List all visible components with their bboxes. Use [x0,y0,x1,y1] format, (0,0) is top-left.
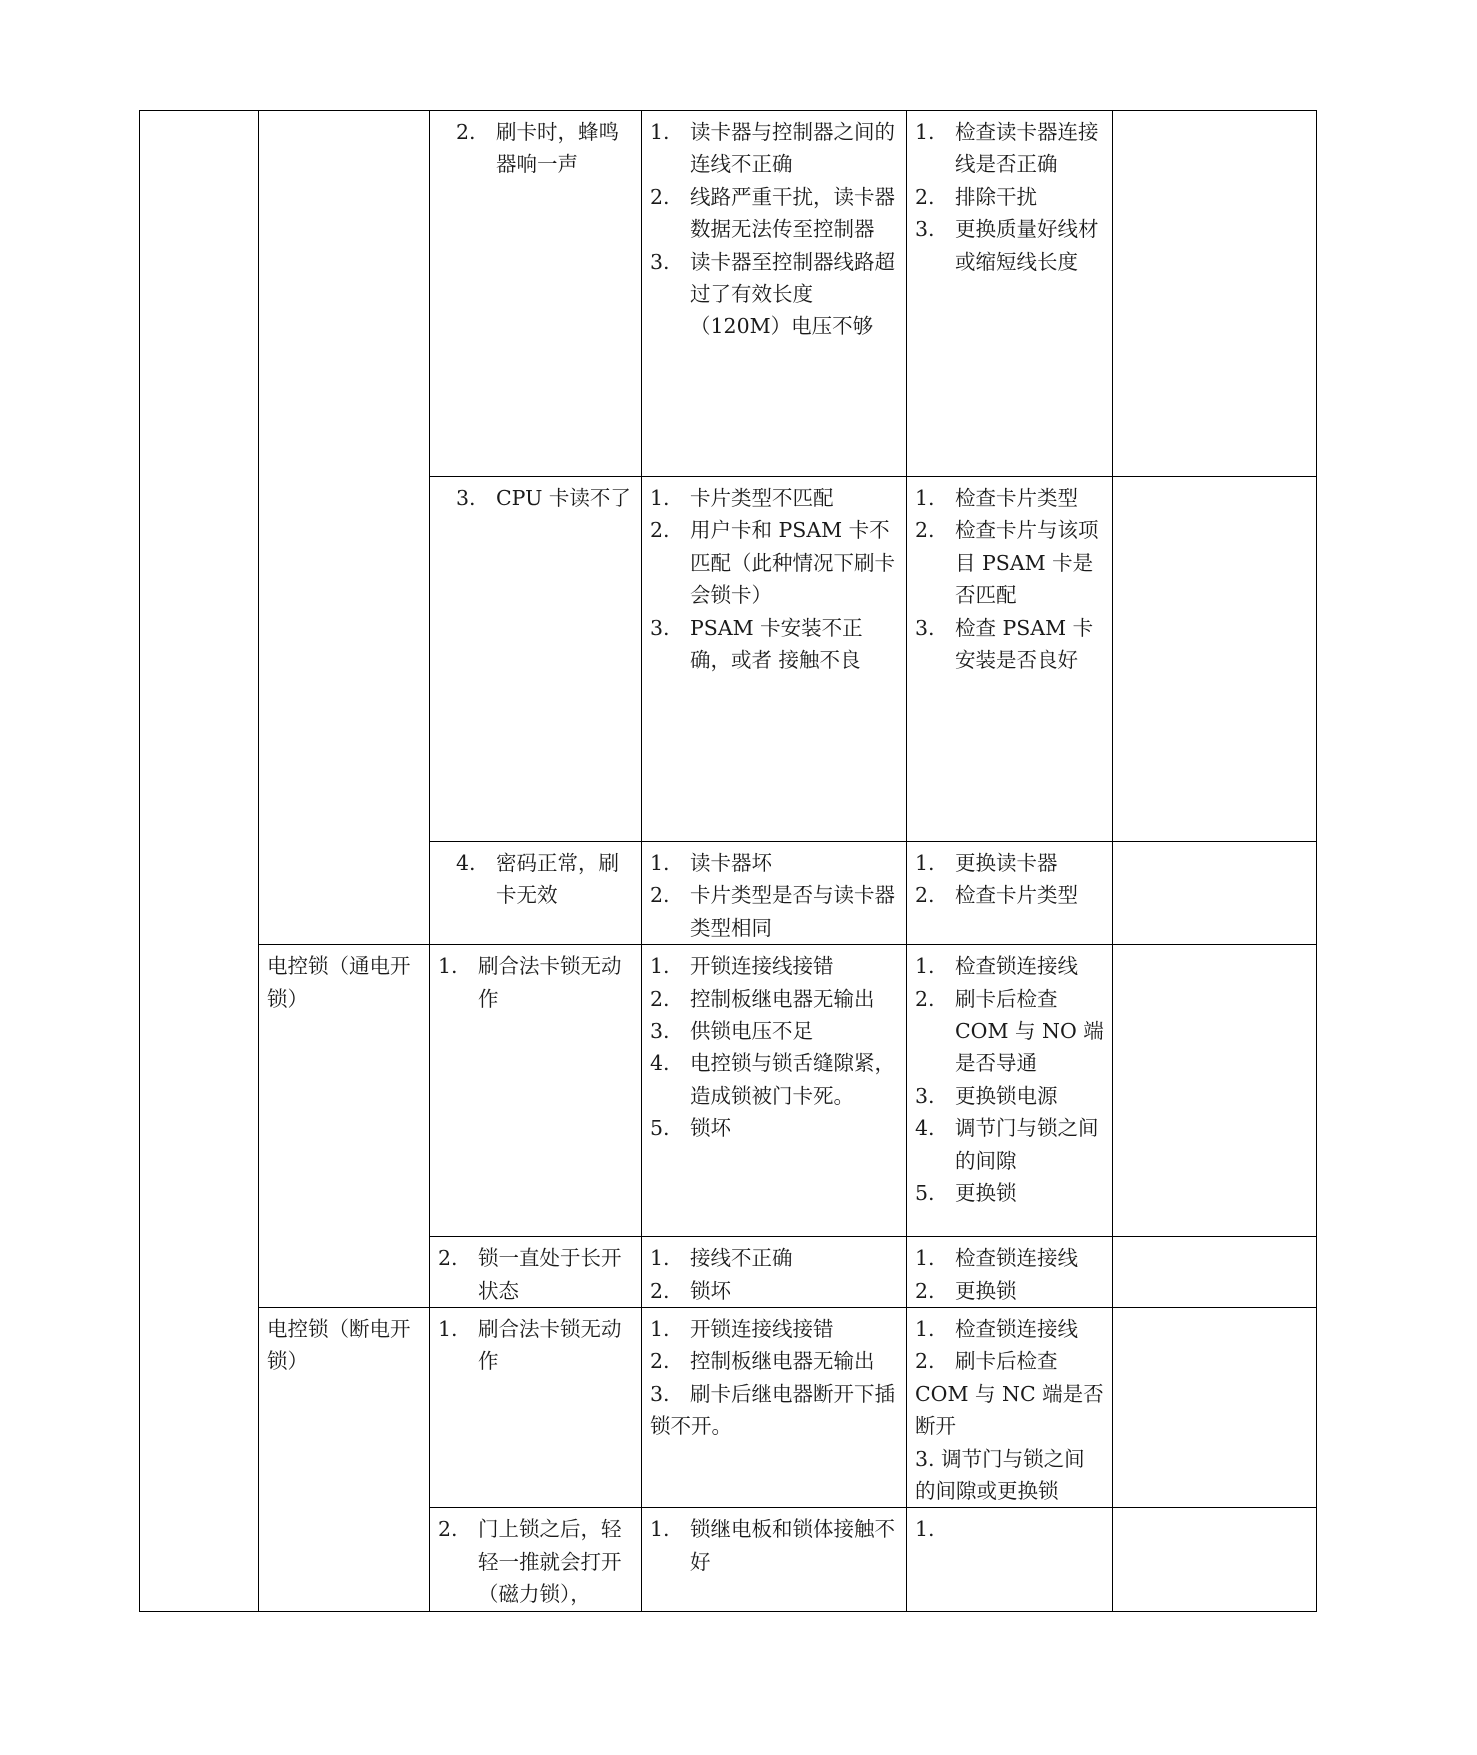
list-item: 1. 检查锁连接线 [915,1246,1078,1271]
fault-cell: 1. 刷合法卡锁无动作 [430,945,642,1237]
cause-cell [642,945,907,1237]
list-item: 1. [915,1517,935,1542]
list-item: 4. 调节门与锁之间的间隙 [915,1116,1099,1173]
category-cell: 电控锁（通电开锁） [259,945,430,1308]
remarks-cell [1113,842,1317,945]
cause-line: 1. 开锁连接线接错 [650,1317,834,1342]
cause-cell [642,842,907,945]
category-cell [259,111,430,945]
list-item: 2. 检查卡片类型 [915,883,1078,908]
solution-cell [907,1308,1113,1508]
solution-line: 3. 调节门与锁之间的间隙或更换锁 [915,1446,1085,1504]
list-item: 1. 开锁连接线接错 [650,954,834,979]
list-item: 3. 更换质量好线材或缩短线长度 [915,217,1099,274]
list-item: 2. 卡片类型是否与读卡器类型相同 [650,883,895,940]
troubleshooting-table [139,110,1317,1612]
list-item: 2. 排除干扰 [915,184,1037,209]
list-item: 2. 用户卡和 PSAM 卡不匹配（此种情况下刷卡会锁卡） [650,518,895,608]
remarks-cell [1113,1237,1317,1308]
list-item: 3. 检查 PSAM 卡安装是否良好 [915,615,1094,673]
list-item: 3. 供锁电压不足 [650,1019,813,1044]
solution-cell [907,477,1113,842]
list-item: 1. 检查读卡器连接线是否正确 [915,120,1099,177]
cause-cell [642,1508,907,1611]
solution-line: 1. 检查锁连接线 [915,1317,1079,1342]
list-item: 2. 刷卡后检查 COM 与 NO 端是否导通 [915,986,1104,1076]
solution-cell [907,1508,1113,1611]
remarks-cell [1113,945,1317,1237]
fault-cell: 2. 刷卡时，蜂鸣器响一声 [430,111,642,477]
table-row [140,111,1317,477]
list-item: 2. 线路严重干扰，读卡器数据无法传至控制器 [650,184,895,242]
category-cell: 电控锁（断电开锁） [259,1308,430,1612]
list-item: 3. 读卡器至控制器线路超过了有效长度（120M）电压不够 [650,249,895,339]
fault-cell: 4. 密码正常，刷卡无效 [430,842,642,945]
list-item: 1. 读卡器坏 [650,851,772,875]
fault-cell: 2. 锁一直处于长开状态 [430,1237,642,1308]
list-item: 2. 更换锁 [915,1278,1017,1303]
solution-cell [907,842,1113,945]
list-item: 2. 检查卡片与该项目 PSAM 卡是否匹配 [915,518,1099,608]
fault-cell: 1. 刷合法卡锁无动作 [430,1308,642,1508]
fault-cell: 2. 门上锁之后，轻轻一推就会打开（磁力锁）， [430,1508,642,1611]
remarks-cell [1113,1508,1317,1611]
list-item: 5. 更换锁 [915,1181,1017,1206]
list-item: 2. 锁坏 [650,1278,731,1303]
fault-cell: 3. CPU 卡读不了 [430,477,642,842]
list-item: 1. 更换读卡器 [915,851,1058,875]
solution-cell [907,1237,1113,1308]
list-item: 2. 控制板继电器无输出 [650,986,875,1011]
list-item: 5. 锁坏 [650,1116,731,1141]
cause-cell [642,477,907,842]
list-item: 1. 锁继电板和锁体接触不好 [650,1517,895,1574]
list-item: 1. 接线不正确 [650,1246,793,1271]
table-row [140,1308,1317,1508]
table-row [140,945,1317,1237]
cause-line: 2. 控制板继电器无输出 [650,1349,875,1374]
list-item: 1. 卡片类型不匹配 [650,486,834,510]
list-item: 1. 检查卡片类型 [915,486,1078,510]
blank-first-column [140,111,259,1612]
cause-cell [642,1308,907,1508]
list-item: 3. PSAM 卡安装不正确，或者 接触不良 [650,615,863,673]
list-item: 1. 检查锁连接线 [915,954,1078,979]
list-item: 3. 更换锁电源 [915,1083,1058,1108]
remarks-cell [1113,477,1317,842]
solution-cell [907,111,1113,477]
list-item: 1. 读卡器与控制器之间的连线不正确 [650,120,895,177]
cause-line: 3. 刷卡后继电器断开下插锁不开。 [650,1381,896,1439]
cause-cell [642,1237,907,1308]
cause-cell [642,111,907,477]
list-item: 4. 电控锁与锁舌缝隙紧，造成锁被门卡死。 [650,1051,895,1108]
remarks-cell [1113,111,1317,477]
solution-cell [907,945,1113,1237]
remarks-cell [1113,1308,1317,1508]
solution-line: 2. 刷卡后检查 COM 与 NC 端是否断开 [915,1349,1104,1439]
